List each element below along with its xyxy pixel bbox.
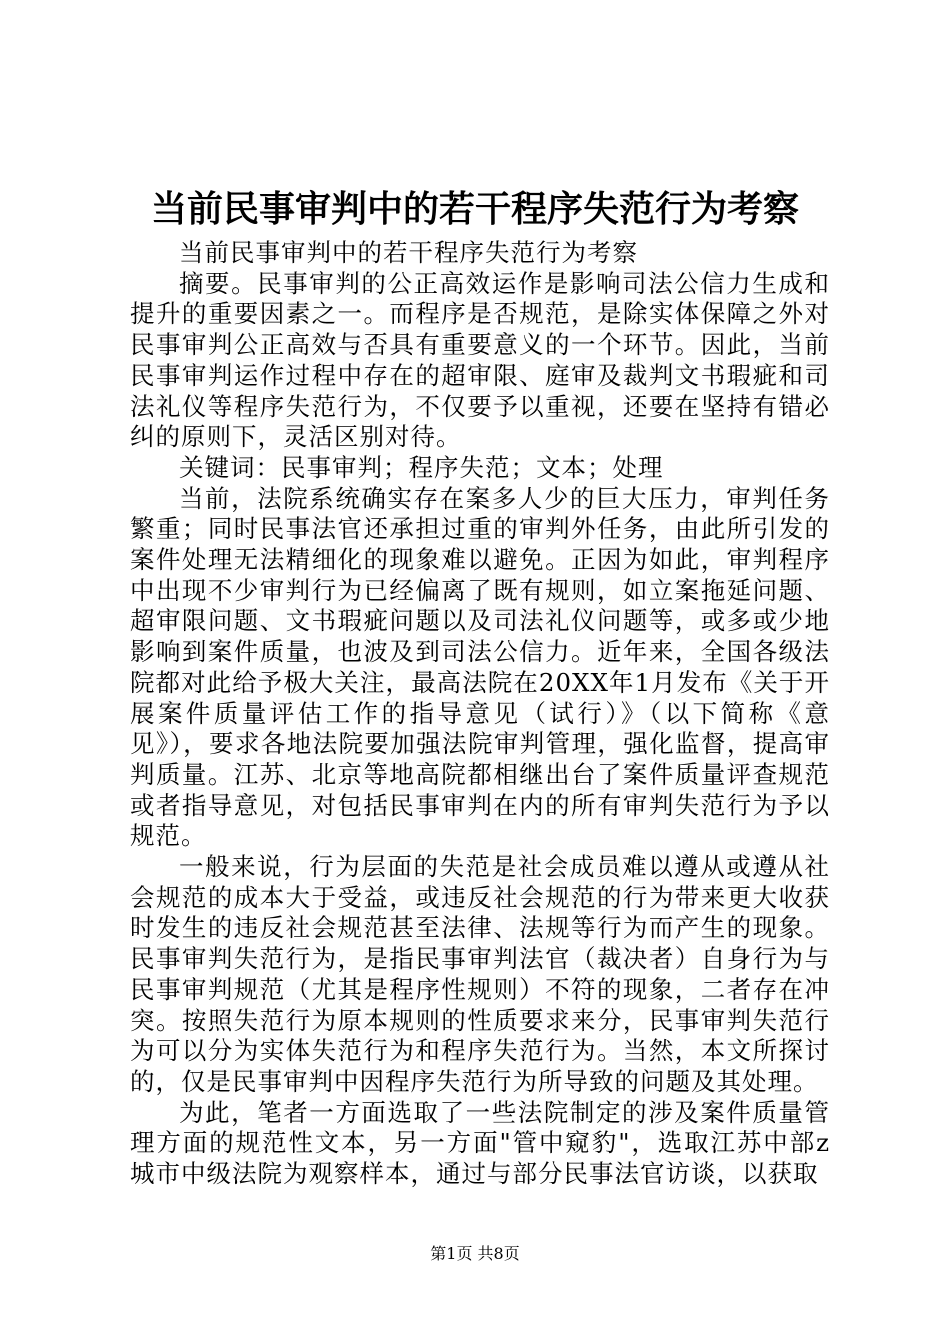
paragraph-abstract: 摘要。民事审判的公正高效运作是影响司法公信力生成和提升的重要因素之一。而程序是否规范，是除实体保障之外对民事审判公正高效与否具有重要意义的一个环节。因此，当前民事审判运作过程中存在的超审限、庭审及裁判文书瑕疵和司法礼仪等程序失范行为，不仅要予以重视，还要在坚持有错必纠的原则下，灵活区别对待。 (130, 268, 830, 452)
document-body (130, 238, 830, 1190)
paragraph-body-3: 为此，笔者一方面选取了一些法院制定的涉及案件质量管理方面的规范性文本，另一方面"管中窥豹"，选取江苏中部z城市中级法院为观察样本，通过与部分民事法官访谈，以获取 (130, 1097, 830, 1189)
paragraph-body-2: 一般来说，行为层面的失范是社会成员难以遵从或遵从社会规范的成本大于受益，或违反社会规范的行为带来更大收获时发生的违反社会规范甚至法律、法规等行为而产生的现象。民事审判失范行为，是指民事审判法官（裁决者）自身行为与民事审判规范（尤其是程序性规则）不符的现象，二者存在冲突。按照失范行为原本规则的性质要求来分，民事审判失范行为可以分为实体失范行为和程序失范行为。当然，本文所探讨的，仅是民事审判中因程序失范行为所导致的问题及其处理。 (130, 852, 830, 1096)
paragraph-subtitle: 当前民事审判中的若干程序失范行为考察 (179, 238, 638, 267)
document-title: 当前民事审判中的若干程序失范行为考察 (150, 188, 799, 230)
paragraph-keywords: 关键词：民事审判；程序失范；文本；处理 (179, 452, 664, 482)
page-footer: 第1页 共8页 (430, 1244, 520, 1263)
paragraph-body-1: 当前，法院系统确实存在案多人少的巨大压力，审判任务繁重；同时民事法官还承担过重的审判外任务，由此所引发的案件处理无法精细化的现象难以避免。正因为如此，审判程序中出现不少审判行为已经偏离了既有规则，如立案拖延问题、超审限问题、文书瑕疵问题以及司法礼仪问题等，或多或少地影响到案件质量，也波及到司法公信力。近年来，全国各级法院都对此给予极大关注，最高法院在20XX年1月发布《关于开展案件质量评估工作的指导意见（试行）》（以下简称《意见》），要求各地法院要加强法院审判管理，强化监督，提高审判质量。江苏、北京等地高院都相继出台了案件质量评查规范或者指导意见，对包括民事审判在内的所有审判失范行为予以规范。 (130, 483, 830, 851)
